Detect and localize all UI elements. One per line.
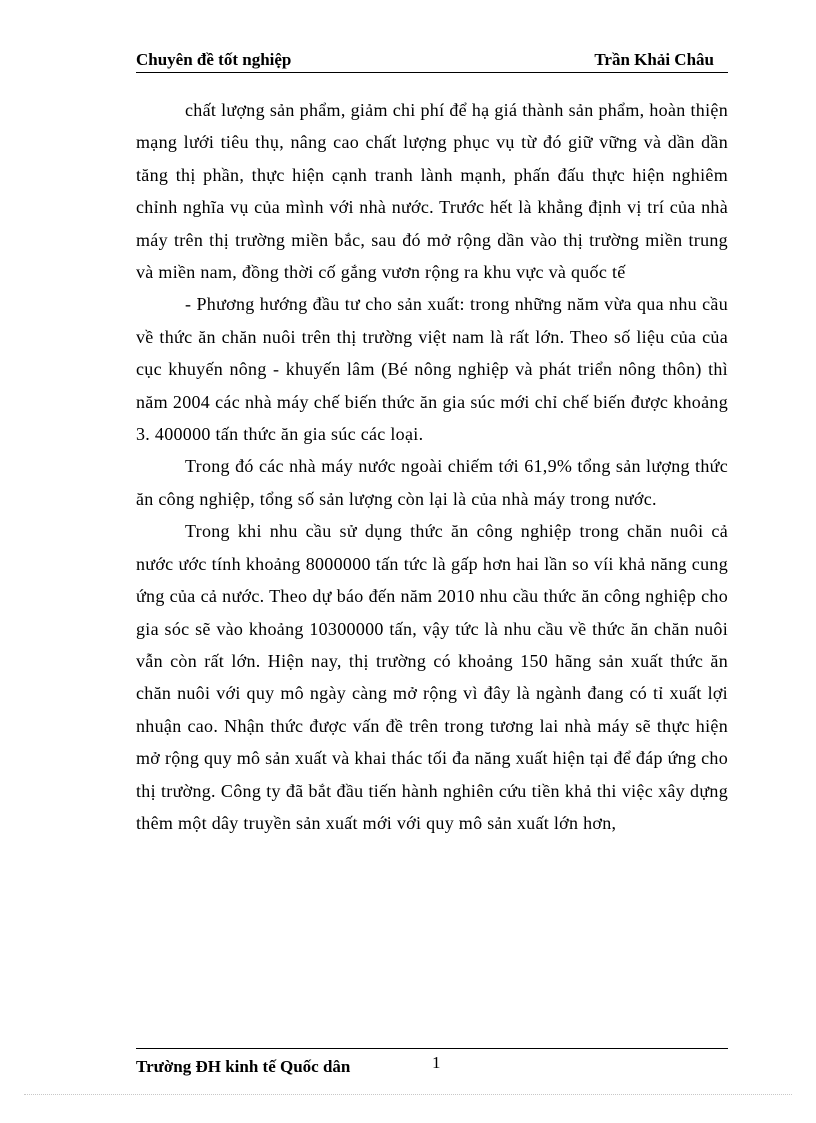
- paragraph-4: Trong khi nhu cầu sử dụng thức ăn công nghiệp trong chăn nuôi cả nước ước tính khoảng 8000000 tấn tức là gấp hơn hai lần so víi khả năng cung ứng của cả nước. Theo dự báo đến năm 2010 nhu cầu thức ăn công nghiệp cho gia sóc sẽ vào khoảng 10300000 tấn, vậy tức là nhu cầu về thức ăn chăn nuôi vẫn còn rất lớn. Hiện nay, thị trường có khoảng 150 hãng sản xuất thức ăn chăn nuôi với quy mô ngày càng mở rộng vì đây là ngành đang có tỉ xuất lợi nhuận cao. Nhận thức được vấn đề trên trong tương lai nhà máy sẽ thực hiện mở rộng quy mô sản xuất và khai thác tối đa năng xuất hiện tại để đáp ứng cho thị trường. Công ty đã bắt đầu tiến hành nghiên cứu tiền khả thi việc xây dựng thêm một dây truyền sản xuất mới với quy mô sản xuất lớn hơn,: [136, 521, 728, 833]
- header-title: Chuyên đề tốt nghiệp: [136, 50, 292, 69]
- page-edge-divider: [24, 1094, 792, 1095]
- paragraph-2: - Phương hướng đầu tư cho sản xuất: trong những năm vừa qua nhu cầu về thức ăn chăn nuôi trên thị trường việt nam là rất lớn. Theo số liệu của của cục khuyến nông - khuyến lâm (Bé nông nghiệp và phát triển nông thôn) thì năm 2004 các nhà máy chế biến thức ăn gia súc mới chỉ chế biến được khoảng 3. 400000 tấn thức ăn gia súc các loại.: [136, 294, 728, 445]
- page-header: [136, 48, 728, 73]
- page-number: 1: [432, 1053, 441, 1072]
- footer-school: Trường ĐH kinh tế Quốc dân: [136, 1057, 351, 1076]
- page-footer: [136, 1048, 728, 1079]
- body-text: [136, 94, 728, 839]
- paragraph-1: chất lượng sản phẩm, giảm chi phí để hạ giá thành sản phẩm, hoàn thiện mạng lưới tiêu thụ, nâng cao chất lượng phục vụ từ đó giữ vững và dần dần tăng thị phần, thực hiện cạnh tranh lành mạnh, phấn đấu thực hiện nghiêm chỉnh nghĩa vụ của mình với nhà nước. Trước hết là khẳng định vị trí của nhà máy trên thị trường miền bắc, sau đó mở rộng dần vào thị trường miền trung và miền nam, đồng thời cố gắng vươn rộng ra khu vực và quốc tế: [136, 100, 728, 283]
- paragraph-3: Trong đó các nhà máy nước ngoài chiếm tới 61,9% tổng sản lượng thức ăn công nghiệp, tổng số sản lượng còn lại là của nhà máy trong nước.: [136, 456, 728, 509]
- header-author: Trần Khải Châu: [594, 50, 714, 69]
